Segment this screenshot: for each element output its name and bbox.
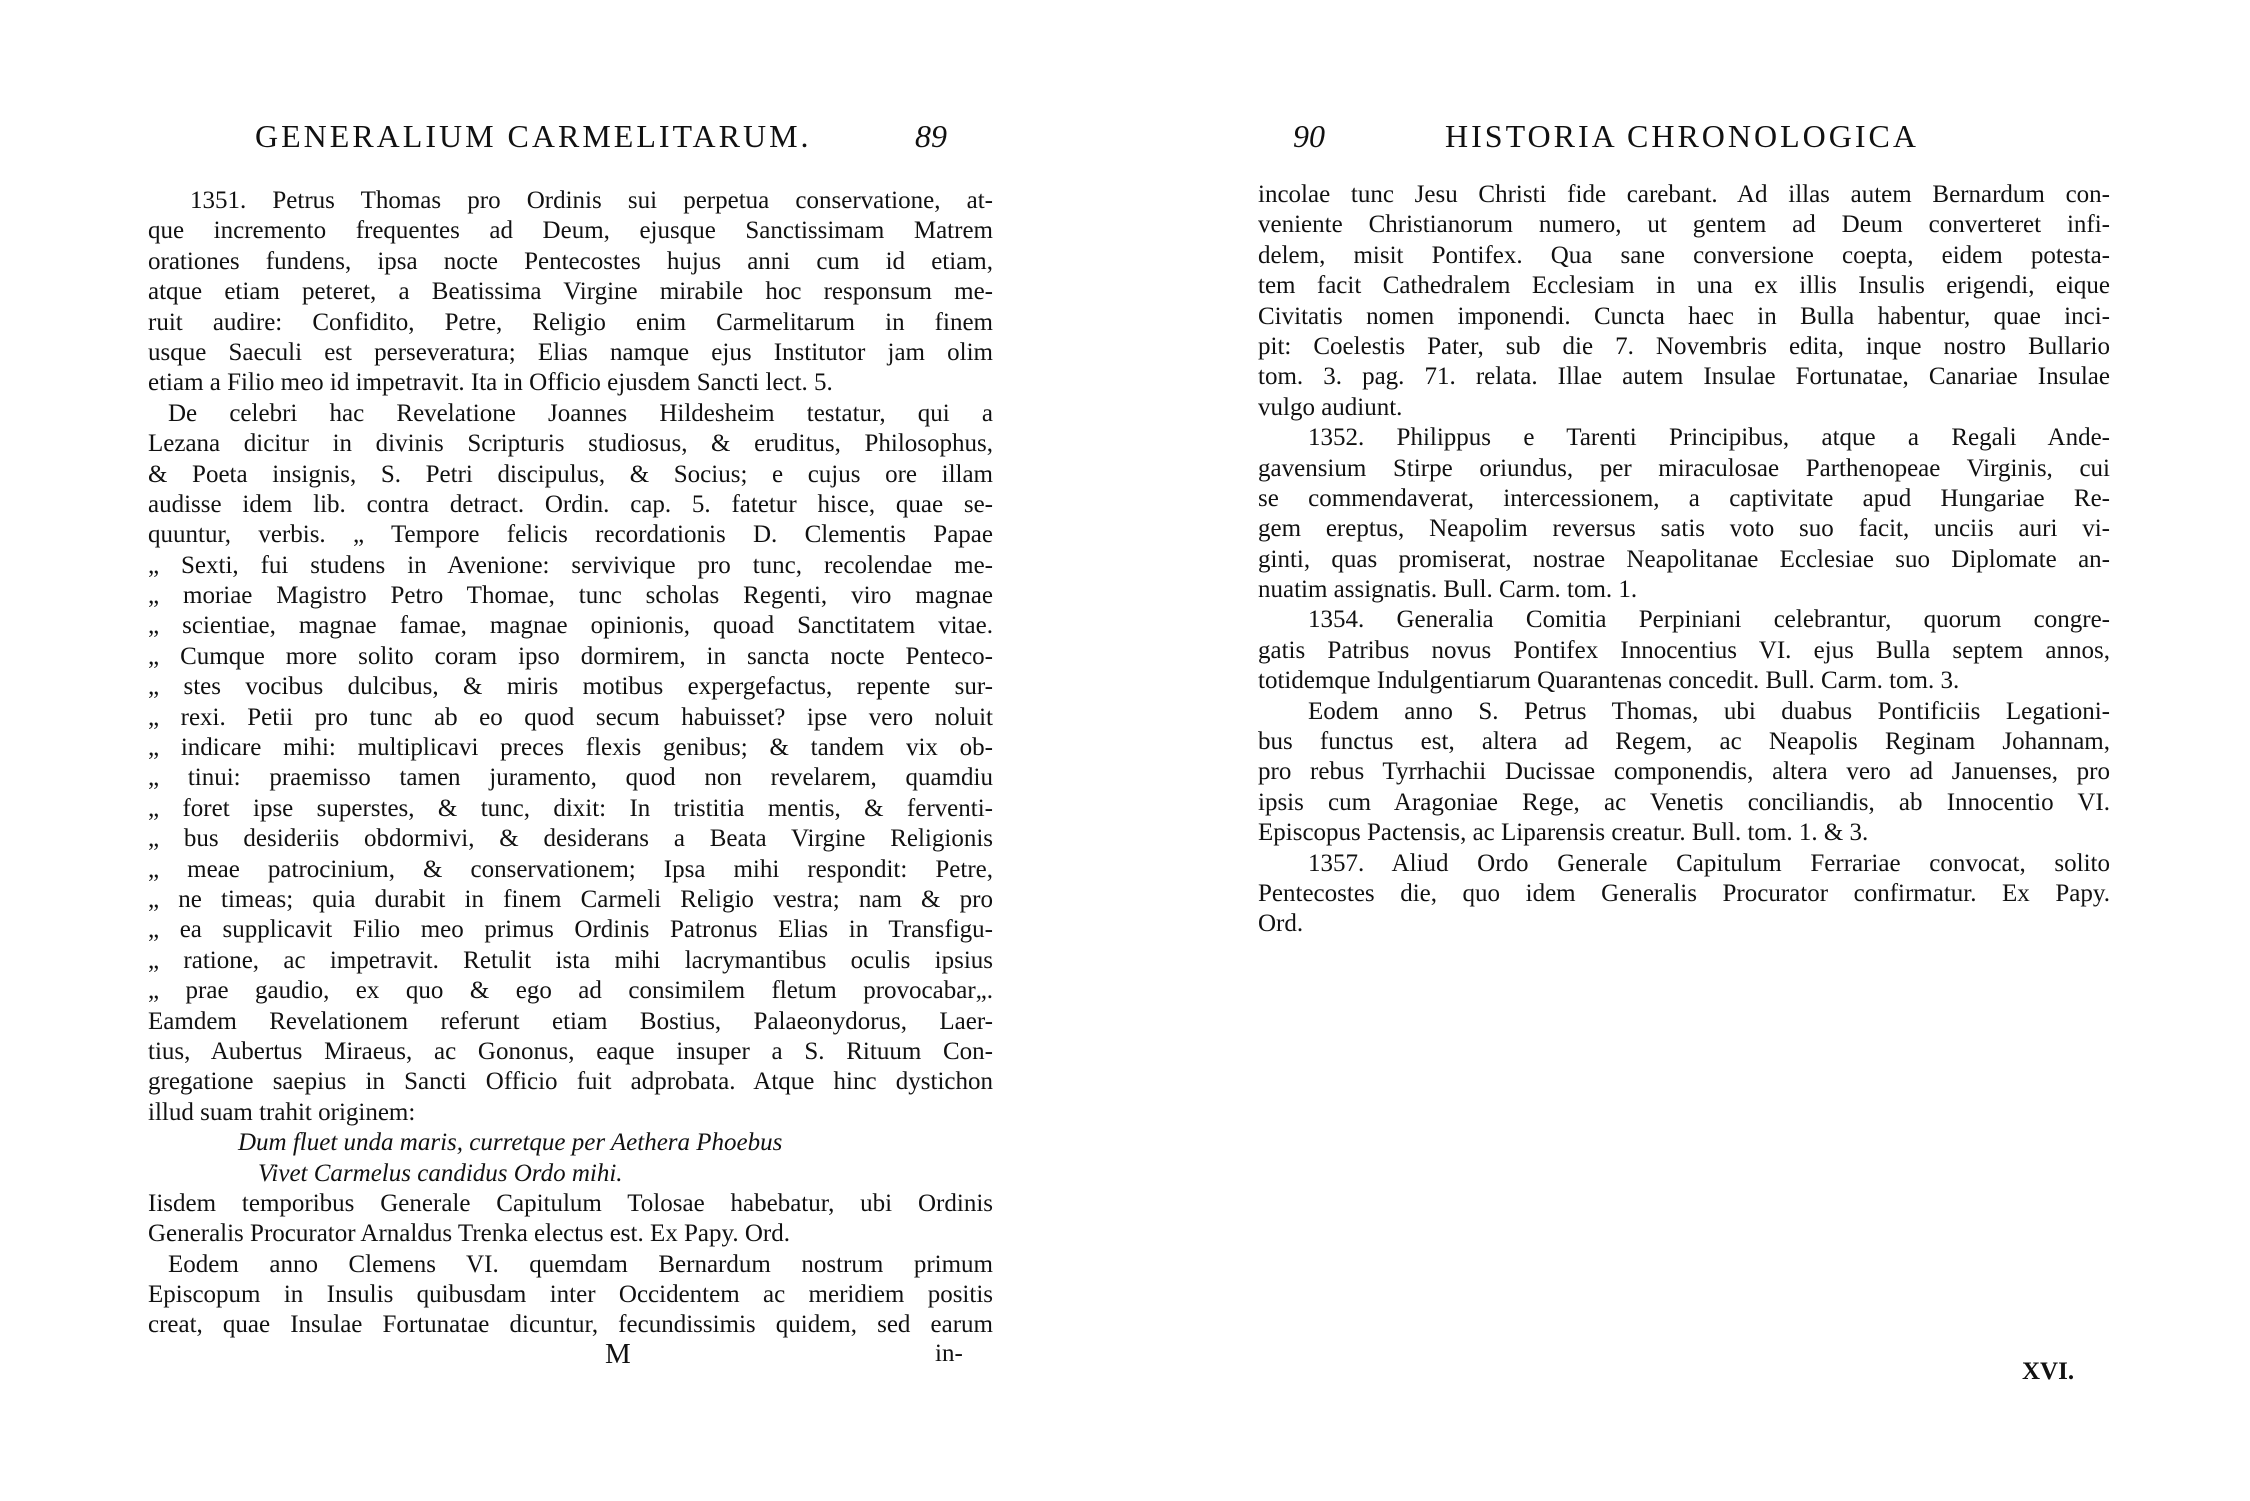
- left-text-line: Generalis Procurator Arnaldus Trenka electus est. Ex Papy. Ord.: [148, 1220, 790, 1248]
- left-text-line: „ scientiae, magnae famae, magnae opinionis, quoad Sanctitatem vitae.: [148, 612, 993, 640]
- left-text-line: audisse idem lib. contra detract. Ordin. cap. 5. fatetur hisce, quae se-: [148, 490, 993, 518]
- page-number-right: 90: [1293, 118, 1325, 154]
- right-text-line: bus functus est, altera ad Regem, ac Neapolis Reginam Johannam,: [1258, 728, 2110, 756]
- left-text-line: ruit audire: Confidito, Petre, Religio enim Carmelitarum in finem: [148, 308, 993, 336]
- left-text-line: quuntur, verbis. „ Tempore felicis recordationis D. Clementis Papae: [148, 521, 993, 549]
- right-text-line: se commendaverat, intercessionem, a captivitate apud Hungariae Re-: [1258, 484, 2110, 512]
- left-text-line: orationes fundens, ipsa nocte Pentecostes hujus anni cum id etiam,: [148, 247, 993, 275]
- left-text-line: „ meae patrocinium, & conservationem; Ipsa mihi respondit: Petre,: [148, 855, 993, 883]
- left-text-line: que incremento frequentes ad Deum, ejusque Sanctissimam Matrem: [148, 217, 993, 245]
- left-text-line: „ foret ipse superstes, & tunc, dixit: In tristitia mentis, & ferventi-: [148, 794, 993, 822]
- right-text-line: Ord.: [1258, 910, 1304, 938]
- left-text-line: usque Saeculi est perseveratura; Elias namque ejus Institutor jam olim: [148, 338, 993, 366]
- right-text-line: pro rebus Tyrrhachii Ducissae componendis, altera vero ad Januenses, pro: [1258, 758, 2110, 786]
- left-text-line: „ ea supplicavit Filio meo primus Ordinis Patronus Elias in Transfigu-: [148, 916, 993, 944]
- left-text-line: Eamdem Revelationem referunt etiam Bostius, Palaeonydorus, Laer-: [148, 1007, 993, 1035]
- left-text-line: etiam a Filio meo id impetravit. Ita in Officio ejusdem Sancti lect. 5.: [148, 369, 833, 397]
- running-head-right: HISTORIA CHRONOLOGICA: [1445, 118, 1919, 154]
- right-text-line: tem facit Cathedralem Ecclesiam in una ex illis Insulis erigendi, eique: [1258, 272, 2110, 300]
- left-text-line: „ ne timeas; quia durabit in finem Carmeli Religio vestra; nam & pro: [148, 885, 993, 913]
- right-text-line: Eodem anno S. Petrus Thomas, ubi duabus Pontificiis Legationi-: [1308, 697, 2110, 725]
- left-text-line: Vivet Carmelus candidus Ordo mihi.: [258, 1159, 623, 1187]
- left-text-line: „ Sexti, fui studens in Avenione: servivique pro tunc, recolendae me-: [148, 551, 993, 579]
- right-text-line: Civitatis nomen imponendi. Cuncta haec in Bulla habentur, quae inci-: [1258, 302, 2110, 330]
- left-text-line: creat, quae Insulae Fortunatae dicuntur, fecundissimis quidem, sed earum: [148, 1311, 993, 1339]
- right-text-line: 1357. Aliud Ordo Generale Capitulum Ferrariae convocat, solito: [1308, 849, 2110, 877]
- left-page-text: [148, 186, 993, 1341]
- left-text-line: „ tinui: praemisso tamen juramento, quod non revelarem, quamdiu: [148, 764, 993, 792]
- catchword-right: XVI.: [2022, 1358, 2075, 1385]
- right-text-line: totidemque Indulgentiarum Quarantenas concedit. Bull. Carm. tom. 3.: [1258, 667, 1960, 695]
- left-text-line: De celebri hac Revelatione Joannes Hildesheim testatur, qui a: [168, 399, 993, 427]
- running-head-left: GENERALIUM CARMELITARUM.: [255, 118, 812, 154]
- right-text-line: 1354. Generalia Comitia Perpiniani celebrantur, quorum congre-: [1308, 606, 2110, 634]
- left-text-line: Episcopum in Insulis quibusdam inter Occidentem ac meridiem positis: [148, 1281, 993, 1309]
- right-text-line: nuatim assignatis. Bull. Carm. tom. 1.: [1258, 576, 1638, 604]
- right-text-line: gatis Patribus novus Pontifex Innocentius VI. ejus Bulla septem annos,: [1258, 636, 2110, 664]
- right-text-line: ipsis cum Aragoniae Rege, ac Venetis conciliandis, ab Innocentio VI.: [1258, 788, 2110, 816]
- right-text-line: Pentecostes die, quo idem Generalis Procurator confirmatur. Ex Papy.: [1258, 879, 2110, 907]
- right-page: [1125, 0, 2250, 1501]
- left-text-line: „ moriae Magistro Petro Thomae, tunc scholas Regenti, viro magnae: [148, 582, 993, 610]
- right-text-line: gem ereptus, Neapolim reversus satis voto suo facit, unciis auri vi-: [1258, 515, 2110, 543]
- left-text-line: tius, Aubertus Miraeus, ac Gononus, eaque insuper a S. Rituum Con-: [148, 1037, 993, 1065]
- signature-mark: M: [605, 1338, 631, 1370]
- left-text-line: Eodem anno Clemens VI. quemdam Bernardum nostrum primum: [168, 1250, 993, 1278]
- left-text-line: illud suam trahit originem:: [148, 1098, 416, 1126]
- left-text-line: „ bus desideriis obdormivi, & desiderans a Beata Virgine Religionis: [148, 825, 993, 853]
- right-text-line: tom. 3. pag. 71. relata. Illae autem Insulae Fortunatae, Canariae Insulae: [1258, 363, 2110, 391]
- right-text-line: incolae tunc Jesu Christi fide carebant. Ad illas autem Bernardum con-: [1258, 181, 2110, 208]
- right-text-line: pit: Coelestis Pater, sub die 7. Novembris edita, inque nostro Bullario: [1258, 332, 2110, 360]
- left-text-line: „ ratione, ac impetravit. Retulit ista mihi lacrymantibus oculis ipsius: [148, 946, 993, 974]
- right-text-line: delem, misit Pontifex. Qua sane conversione coepta, eidem potesta-: [1258, 241, 2110, 269]
- left-text-line: gregatione saepius in Sancti Officio fuit adprobata. Atque hinc dystichon: [148, 1068, 993, 1096]
- left-text-line: Dum fluet unda maris, curretque per Aethera Phoebus: [238, 1129, 783, 1157]
- page-number-left: 89: [915, 118, 947, 154]
- right-text-line: vulgo audiunt.: [1258, 393, 1403, 421]
- left-text-line: & Poeta insignis, S. Petri discipulus, & Socius; e cujus ore illam: [148, 460, 993, 488]
- right-text-line: ginti, quas promiserat, nostrae Neapolitanae Ecclesiae suo Diplomate an-: [1258, 545, 2110, 573]
- left-text-line: „ indicare mihi: multiplicavi preces flexis genibus; & tandem vix ob-: [148, 734, 993, 762]
- catchword-left: in-: [935, 1340, 963, 1367]
- left-text-line: „ Cumque more solito coram ipso dormirem, in sancta nocte Penteco-: [148, 642, 993, 670]
- left-text-line: „ stes vocibus dulcibus, & miris motibus expergefactus, repente sur-: [148, 673, 993, 701]
- right-text-line: gavensium Stirpe oriundus, per miraculosae Parthenopeae Virginis, cui: [1258, 454, 2110, 482]
- right-page-text: [1258, 180, 2110, 940]
- left-text-line: „ prae gaudio, ex quo & ego ad consimilem fletum provocabar„.: [148, 977, 993, 1005]
- right-text-line: Episcopus Pactensis, ac Liparensis creatur. Bull. tom. 1. & 3.: [1258, 819, 1869, 847]
- left-text-line: „ rexi. Petii pro tunc ab eo quod secum habuisset? ipse vero noluit: [148, 703, 993, 731]
- right-text-line: veniente Christianorum numero, ut gentem ad Deum converteret infi-: [1258, 211, 2110, 239]
- right-text-line: 1352. Philippus e Tarenti Principibus, atque a Regali Ande-: [1308, 424, 2110, 452]
- left-text-line: 1351. Petrus Thomas pro Ordinis sui perpetua conservatione, at-: [190, 187, 993, 214]
- left-text-line: Iisdem temporibus Generale Capitulum Tolosae habebatur, ubi Ordinis: [148, 1189, 993, 1217]
- left-text-line: Lezana dicitur in divinis Scripturis studiosus, & eruditus, Philosophus,: [148, 430, 993, 458]
- left-text-line: atque etiam peteret, a Beatissima Virgine mirabile hoc responsum me-: [148, 278, 993, 306]
